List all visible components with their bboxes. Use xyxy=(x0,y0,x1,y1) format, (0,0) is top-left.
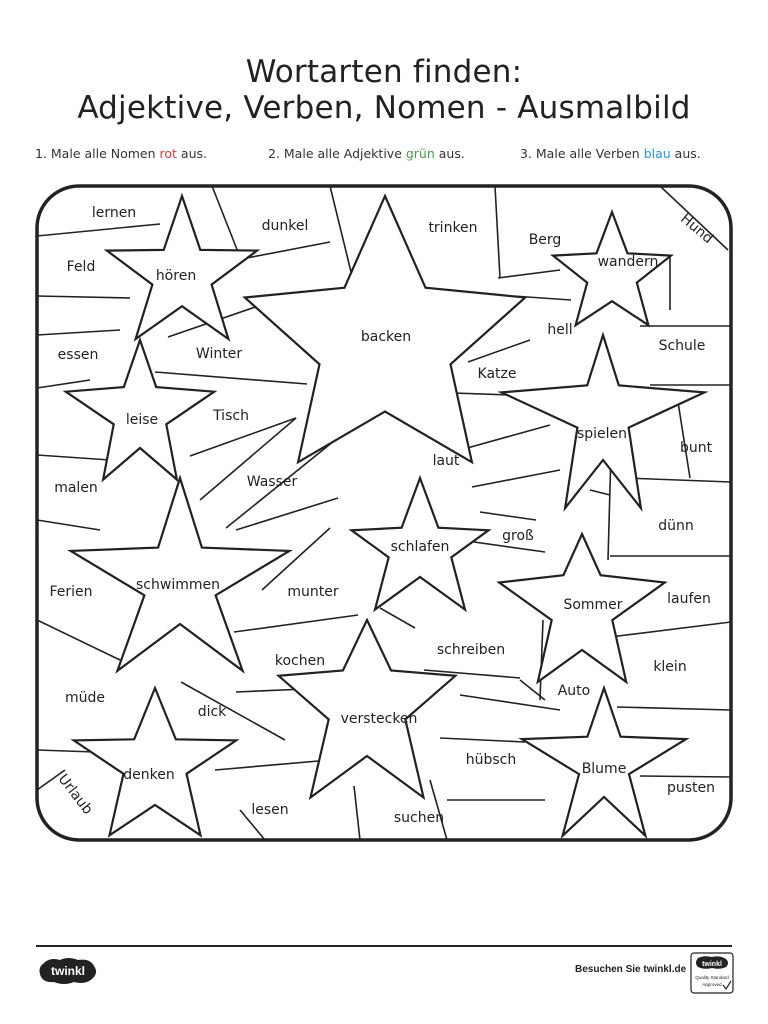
star-schwimmen xyxy=(71,478,290,671)
word-auto: Auto xyxy=(557,683,591,699)
word-laufen: laufen xyxy=(667,591,711,607)
word-essen: essen xyxy=(57,347,99,363)
word-schwimmen: schwimmen xyxy=(136,577,220,593)
word-sommer: Sommer xyxy=(563,597,623,613)
word-ferien: Ferien xyxy=(49,584,93,600)
word-dick: dick xyxy=(197,704,227,720)
logo-text: twinkl xyxy=(50,964,86,978)
badge-top-text: twinkl xyxy=(702,961,722,968)
quality-badge-icon xyxy=(690,952,734,994)
word-duenn: dünn xyxy=(658,518,694,534)
word-bunt: bunt xyxy=(679,440,713,456)
word-pusten: pusten xyxy=(666,780,716,796)
word-dunkel: dunkel xyxy=(261,218,309,234)
word-malen: malen xyxy=(54,480,98,496)
word-muede: müde xyxy=(64,690,106,706)
word-leise: leise xyxy=(125,412,159,428)
footer-divider xyxy=(36,945,732,947)
word-huebsch: hübsch xyxy=(465,752,517,768)
word-schreiben: schreiben xyxy=(436,642,506,658)
word-katze: Katze xyxy=(477,366,517,382)
word-denken: denken xyxy=(123,767,175,783)
badge-line2: Approved xyxy=(702,982,722,987)
badge-line1: Quality Standard xyxy=(695,975,729,980)
word-gross: groß xyxy=(502,528,534,544)
twinkl-logo xyxy=(38,957,98,985)
instruction-nouns: 1. Male alle Nomen rot aus. xyxy=(35,146,207,161)
word-urlaub: Urlaub xyxy=(54,771,96,818)
word-laut: laut xyxy=(432,453,460,469)
word-lernen: lernen xyxy=(91,205,137,221)
word-backen: backen xyxy=(360,329,412,345)
worksheet-title-line1: Wortarten finden: xyxy=(245,54,523,90)
instruction-adjectives: 2. Male alle Adjektive grün aus. xyxy=(268,146,465,161)
word-schlafen: schlafen xyxy=(390,539,450,555)
word-tisch: Tisch xyxy=(213,408,249,424)
word-spielen: spielen xyxy=(576,426,628,442)
word-klein: klein xyxy=(653,659,687,675)
word-wasser: Wasser xyxy=(246,474,298,490)
word-hell: hell xyxy=(547,322,573,338)
word-munter: munter xyxy=(287,584,339,600)
star-verstecken xyxy=(279,620,456,798)
visit-text[interactable]: Besuchen Sie twinkl.de xyxy=(575,964,687,975)
word-suchen: suchen xyxy=(393,810,445,826)
word-trinken: trinken xyxy=(428,220,478,236)
word-kochen: kochen xyxy=(274,653,326,669)
word-hund: Hund xyxy=(677,210,716,248)
word-berg: Berg xyxy=(528,232,562,248)
instruction-verbs: 3. Male alle Verben blau aus. xyxy=(520,146,701,161)
word-blume: Blume xyxy=(581,761,627,777)
word-lesen: lesen xyxy=(251,802,289,818)
word-hoeren: hören xyxy=(155,268,197,284)
word-schule: Schule xyxy=(658,338,706,354)
star-spielen xyxy=(502,335,705,508)
worksheet-title-line2: Adjektive, Verben, Nomen - Ausmalbild xyxy=(77,90,691,126)
word-feld: Feld xyxy=(66,259,96,275)
word-wandern: wandern xyxy=(597,254,659,270)
word-verstecken: verstecken xyxy=(340,711,418,727)
word-winter: Winter xyxy=(195,346,243,362)
